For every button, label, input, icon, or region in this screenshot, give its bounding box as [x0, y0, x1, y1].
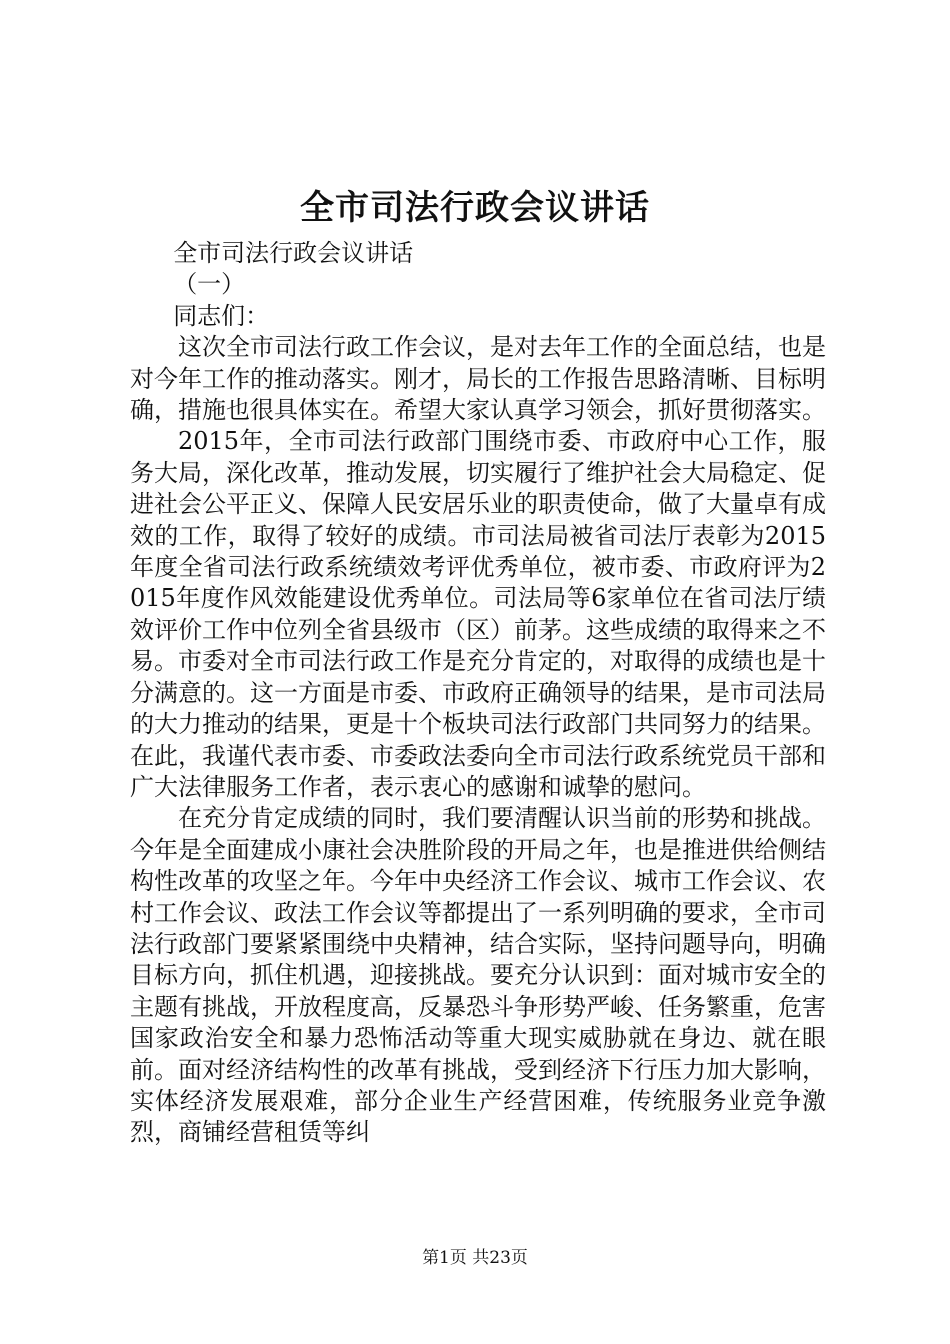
body-paragraph: 2015年，全市司法行政部门围绕市委、市政府中心工作，服务大局，深化改革，推动发展，切实履行了维护社会大局稳定、促进社会公平正义、保障人民安居乐业的职责使命，做了大量卓有成效的工作，取得了较好的成绩。市司法局被省司法厅表彰为2015年度全省司法行政系统绩效考评优秀单位，被市委、市政府评为2015年度作风效能建设优秀单位。司法局等6家单位在省司法厅绩效评价工作中位列全省县级市（区）前茅。这些成绩的取得来之不易。市委对全市司法行政工作是充分肯定的，对取得的成绩也是十分满意的。这一方面是市委、市政府正确领导的结果，是市司法局的大力推动的结果，更是十个板块司法行政部门共同努力的结果。在此，我谨代表市委、市委政法委向全市司法行政系统党员干部和广大法律服务工作者，表示衷心的感谢和诚挚的慰问。 [130, 427, 826, 801]
page-footer: 第1页 共23页 [422, 1248, 528, 1268]
section-marker: （一） [173, 270, 246, 299]
salutation: 同志们： [173, 301, 270, 330]
document-subtitle: 全市司法行政会议讲话 [173, 239, 414, 267]
body-paragraph: 这次全市司法行政工作会议，是对去年工作的全面总结，也是对今年工作的推动落实。刚才，局长的工作报告思路清晰、目标明确，措施也很具体实在。希望大家认真学习领会，抓好贯彻落实。 [130, 333, 826, 425]
body-paragraph: 在充分肯定成绩的同时，我们要清醒认识当前的形势和挑战。今年是全面建成小康社会决胜阶段的开局之年，也是推进供给侧结构性改革的攻坚之年。今年中央经济工作会议、城市工作会议、农村工作会议、政法工作会议等都提出了一系列明确的要求，全市司法行政部门要紧紧围绕中央精神，结合实际，坚持问题导向，明确目标方向，抓住机遇，迎接挑战。要充分认识到：面对城市安全的主题有挑战，开放程度高，反暴恐斗争形势严峻、任务繁重，危害国家政治安全和暴力恐怖活动等重大现实威胁就在身边、就在眼前。面对经济结构性的改革有挑战，受到经济下行压力加大影响，实体经济发展艰难，部分企业生产经营困难，传统服务业竞争激烈，商铺经营租赁等纠 [130, 804, 826, 1147]
document-body [130, 238, 826, 1149]
document-title: 全市司法行政会议讲话 [300, 188, 650, 228]
